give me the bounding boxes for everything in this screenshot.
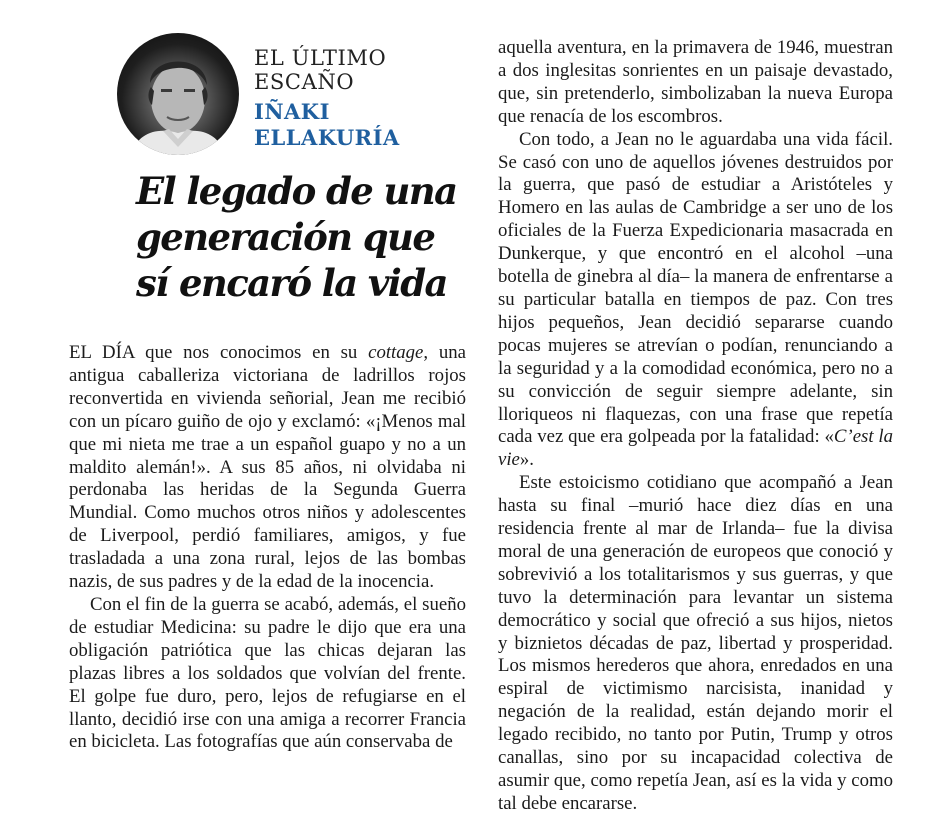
paragraph-text: que nos conocimos en su: [134, 342, 369, 363]
author-photo: [117, 33, 239, 155]
author-last-name: ELLAKURÍA: [254, 125, 400, 150]
section-name: [254, 46, 484, 94]
author-portrait-illustration: [117, 33, 239, 155]
author-first-name: IÑAKI: [254, 99, 330, 124]
lead-in: EL DÍA: [69, 342, 135, 363]
author-name: [254, 99, 484, 151]
section-line-1: EL ÚLTIMO: [254, 46, 387, 70]
article-headline: [136, 168, 476, 306]
paragraph-text: Con todo, a Jean no le aguardaba una vida fácil. Se casó con uno de aquellos jóvenes destruidos por la guerra, que pasó de estudiar a Aristóteles y Homero en las aulas de Cambridge a ser uno de los oficiales de la Fuerza Expedicionaria masacrada en Dunkerque, y que encontró en el alcohol –una botella de ginebra al día– la manera de enfrentarse a su particular batalla en tiempos de paz. Con tres hijos pequeños, Jean decidió separarse cuando pocas mujeres se atrevían o podían, renunciando a la seguridad y a la comodidad económica, pero no a su convicción de seguir siempre adelante, sin lloriqueos ni flaquezas, con una frase que repetía cada vez que era golpeada por la fatalidad: «: [498, 128, 893, 448]
paragraph-text: , una antigua caballeriza victoriana de ladrillos rojos reconvertida en vivienda señorial, Jean me recibió con un pícaro guiño de ojo y exclamó: «¡Menos mal que mi nieta me trae a un español guapo y no a un maldito alemán!». A sus 85 años, ni olvidaba ni perdonaba las heridas de la Segunda Guerra Mundial. Como muchos otros niños y adolescentes de Liverpool, perdió familiares, amigos, y fue trasladada a una zona rural, lejos de las bombas nazis, de sus padres y de la edad de la inocencia.: [69, 342, 466, 593]
paragraph: Este estoicismo cotidiano que acompañó a Jean hasta su final –murió hace diez días en una residencia frente al mar de Irlanda– fue la divisa moral de una generación de europeos que conoció y sobrevivió a los totalitarismos y sus guerras, y que tuvo la determinación para levantar un sistema democrático y social que ofreció a sus hijos, nietos y biznietos décadas de paz, libertad y prosperidad. Los mismos herederos que ahora, enredados en una espiral de victimismo narcisista, inanidad y negación de la realidad, están dejando morir el legado recibido, no tanto por Putin, Trump y otros canallas, sino por su incapacidad colectiva de asumir que, como repetía Jean, así es la vida y como tal debe encararse.: [498, 472, 893, 814]
headline-line-1: El legado de una: [136, 169, 457, 213]
headline-line-2: generación que: [136, 215, 435, 259]
italic-quote: C’est la vie: [498, 426, 893, 471]
italic-term: cottage: [368, 342, 424, 363]
article-column-left: [69, 342, 466, 754]
paragraph: [69, 342, 466, 594]
headline-line-3: sí encaró la vida: [136, 261, 447, 305]
paragraph-text: ».: [519, 449, 534, 471]
section-line-2: ESCAÑO: [254, 70, 355, 94]
paragraph: aquella aventura, en la primavera de 1946, muestran a dos inglesitas sonrientes en un paisaje devastado, que, sin pretenderlo, simbolizaban la nueva Europa que renacía de los escombros.: [498, 37, 893, 127]
paragraph: Con el fin de la guerra se acabó, además, el sueño de estudiar Medicina: su padre le dijo que era una obligación patriótica que las chicas dejaran las plazas libres a los soldados que volvían del frente. El golpe fue duro, pero, lejos de refugiarse en el llanto, decidió irse con una amiga a recorrer Francia en bicicleta. Las fotografías que aún conservaba de: [69, 593, 466, 753]
article-column-right: [498, 37, 893, 816]
paragraph: [498, 129, 893, 473]
